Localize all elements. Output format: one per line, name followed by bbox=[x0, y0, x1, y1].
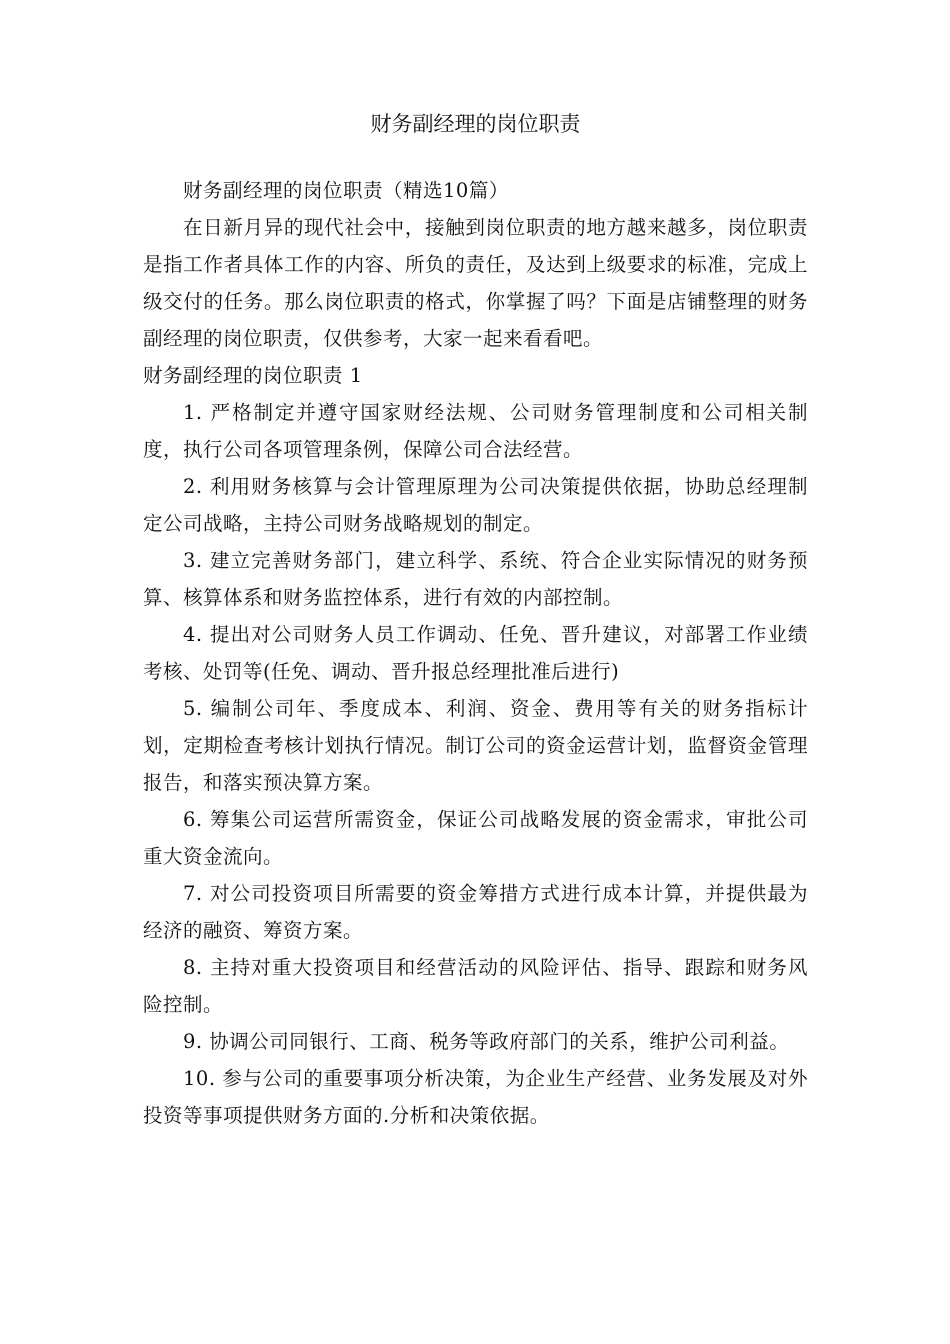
duty-item-7: 7. 对公司投资项目所需要的资金筹措方式进行成本计算，并提供最为经济的融资、筹资方案。 bbox=[143, 882, 808, 942]
intro-paragraph: 在日新月异的现代社会中，接触到岗位职责的地方越来越多，岗位职责是指工作者具体工作的内容、所负的责任，及达到上级要求的标准，完成上级交付的任务。那么岗位职责的格式，你掌握了吗？下面是店铺整理的财务副经理的岗位职责，仅供参考，大家一起来看看吧。 bbox=[143, 216, 808, 350]
document-body bbox=[143, 106, 808, 1134]
duty-item-4: 4. 提出对公司财务人员工作调动、任免、晋升建议，对部署工作业绩考核、处罚等(任免、调动、晋升报总经理批准后进行) bbox=[143, 623, 808, 683]
duty-item-1: 1. 严格制定并遵守国家财经法规、公司财务管理制度和公司相关制度，执行公司各项管理条例，保障公司合法经营。 bbox=[143, 401, 808, 461]
document-subtitle: 财务副经理的岗位职责（精选10篇） bbox=[183, 179, 509, 202]
duty-item-2: 2. 利用财务核算与会计管理原理为公司决策提供依据，协助总经理制定公司战略，主持公司财务战略规划的制定。 bbox=[143, 475, 808, 535]
section-heading: 财务副经理的岗位职责 1 bbox=[143, 364, 363, 387]
duty-item-10: 10. 参与公司的重要事项分析决策，为企业生产经营、业务发展及对外投资等事项提供财务方面的.分析和决策依据。 bbox=[143, 1067, 808, 1127]
duty-item-6: 6. 筹集公司运营所需资金，保证公司战略发展的资金需求，审批公司重大资金流向。 bbox=[143, 808, 808, 868]
duty-item-5: 5. 编制公司年、季度成本、利润、资金、费用等有关的财务指标计划，定期检查考核计划执行情况。制订公司的资金运营计划，监督资金管理报告，和落实预决算方案。 bbox=[143, 697, 808, 794]
duty-item-8: 8. 主持对重大投资项目和经营活动的风险评估、指导、跟踪和财务风险控制。 bbox=[143, 956, 808, 1016]
duty-item-3: 3. 建立完善财务部门，建立科学、系统、符合企业实际情况的财务预算、核算体系和财务监控体系，进行有效的内部控制。 bbox=[143, 549, 808, 609]
document-title: 财务副经理的岗位职责 bbox=[370, 112, 581, 136]
duty-item-9: 9. 协调公司同银行、工商、税务等政府部门的关系，维护公司利益。 bbox=[183, 1030, 790, 1053]
